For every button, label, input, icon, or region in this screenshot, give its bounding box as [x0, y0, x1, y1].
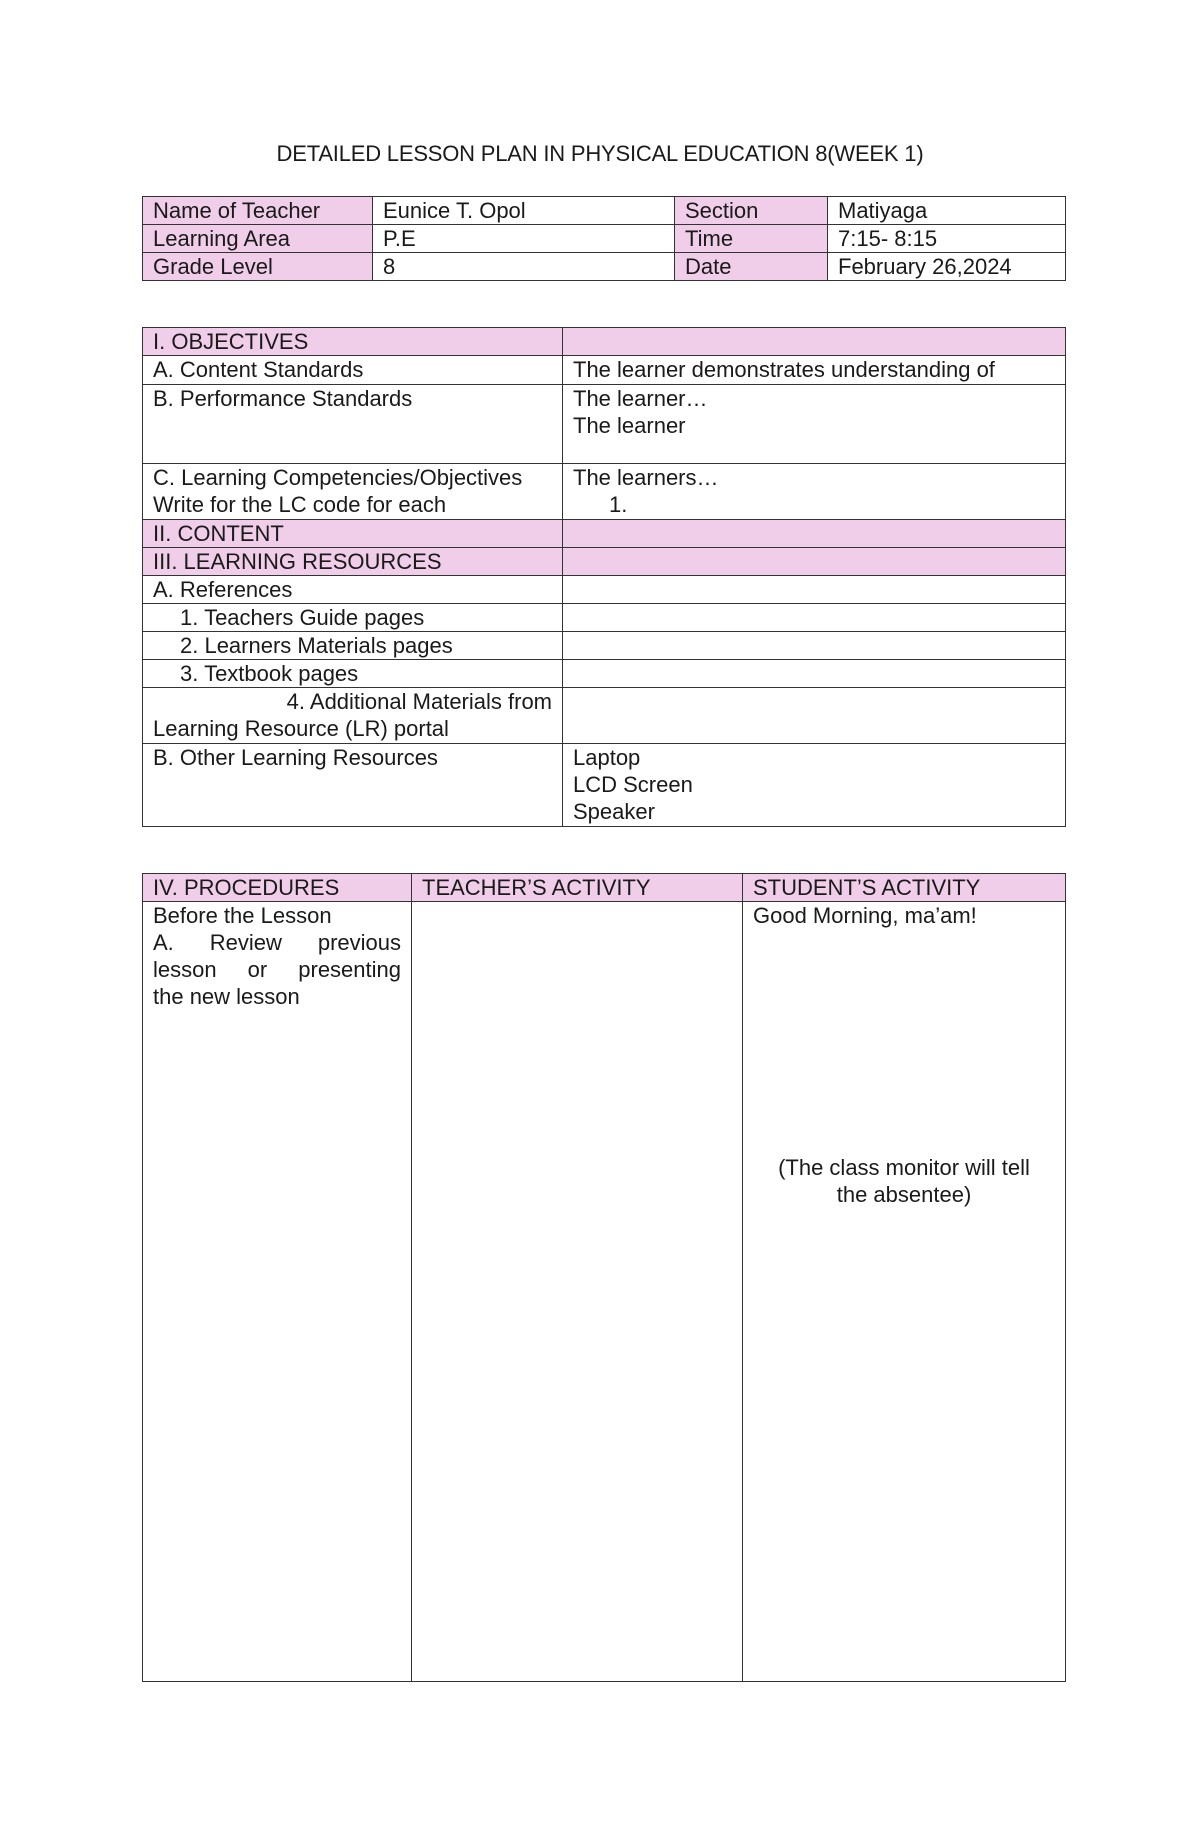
grade-label: Grade Level [143, 253, 373, 281]
teacher-activity-header: TEACHER’S ACTIVITY [412, 874, 743, 902]
grade-value: 8 [373, 253, 675, 281]
ref-additional-line-2: Learning Resource (LR) portal [153, 716, 449, 741]
area-value: P.E [373, 225, 675, 253]
teacher-label: Name of Teacher [143, 197, 373, 225]
date-value: February 26,2024 [828, 253, 1066, 281]
objectives-header: I. OBJECTIVES [143, 328, 563, 356]
other-resource-speaker: Speaker [573, 799, 655, 824]
content-standards-label: A. Content Standards [143, 356, 563, 385]
info-table [142, 196, 1066, 281]
time-label: Time [675, 225, 828, 253]
other-resources-value [563, 744, 1066, 827]
performance-line-2: The learner [573, 413, 686, 438]
objectives-header-blank [563, 328, 1066, 356]
objectives-table [142, 327, 1066, 827]
procedures-table [142, 873, 1066, 1682]
content-header: II. CONTENT [143, 520, 563, 548]
student-activity-header: STUDENT’S ACTIVITY [743, 874, 1066, 902]
student-spacer [753, 929, 1055, 1154]
content-header-blank [563, 520, 1066, 548]
other-resource-laptop: Laptop [573, 745, 641, 770]
ref-textbook: 3. Textbook pages [143, 660, 563, 688]
ref-teachers-guide: 1. Teachers Guide pages [143, 604, 563, 632]
ref-learners-materials-value [563, 632, 1066, 660]
review-line-3: the new lesson [153, 984, 300, 1009]
teacher-value: Eunice T. Opol [373, 197, 675, 225]
references-label: A. References [143, 576, 563, 604]
student-note-line-1: (The class monitor will tell [778, 1155, 1030, 1180]
other-resources-label: B. Other Learning Resources [143, 744, 563, 827]
other-resource-lcd: LCD Screen [573, 772, 693, 797]
ref-additional-materials [143, 688, 563, 744]
references-value [563, 576, 1066, 604]
review-line-1: A. Review previous [153, 930, 401, 955]
resources-header-blank [563, 548, 1066, 576]
competencies-label [143, 464, 563, 520]
performance-standards-value [563, 385, 1066, 464]
date-label: Date [675, 253, 828, 281]
section-value: Matiyaga [828, 197, 1066, 225]
competencies-label-line-2: Write for the LC code for each [153, 492, 447, 517]
area-label: Learning Area [143, 225, 373, 253]
before-lesson-label: Before the Lesson [153, 903, 332, 928]
review-line-2: lesson or presenting [153, 957, 401, 982]
student-note-line-2: the absentee) [836, 1182, 972, 1207]
procedure-before-lesson [143, 902, 412, 1682]
ref-teachers-guide-value [563, 604, 1066, 632]
performance-standards-label: B. Performance Standards [143, 385, 563, 464]
student-activity-cell [743, 902, 1066, 1682]
competencies-line-2: 1. [609, 492, 628, 517]
ref-learners-materials: 2. Learners Materials pages [143, 632, 563, 660]
competencies-label-line-1: C. Learning Competencies/Objectives [153, 465, 523, 490]
teacher-activity-cell [412, 902, 743, 1682]
time-value: 7:15- 8:15 [828, 225, 1066, 253]
competencies-line-1: The learners… [573, 465, 719, 490]
performance-line-1: The learner… [573, 386, 708, 411]
ref-textbook-value [563, 660, 1066, 688]
document-title: DETAILED LESSON PLAN IN PHYSICAL EDUCATION 8(WEEK 1) [276, 141, 924, 166]
resources-header: III. LEARNING RESOURCES [143, 548, 563, 576]
competencies-value [563, 464, 1066, 520]
ref-additional-value [563, 688, 1066, 744]
content-standards-value: The learner demonstrates understanding of [563, 356, 1066, 385]
ref-additional-line-1: 4. Additional Materials from [286, 689, 552, 714]
procedures-header: IV. PROCEDURES [143, 874, 412, 902]
student-greeting: Good Morning, ma’am! [753, 903, 977, 928]
section-label: Section [675, 197, 828, 225]
